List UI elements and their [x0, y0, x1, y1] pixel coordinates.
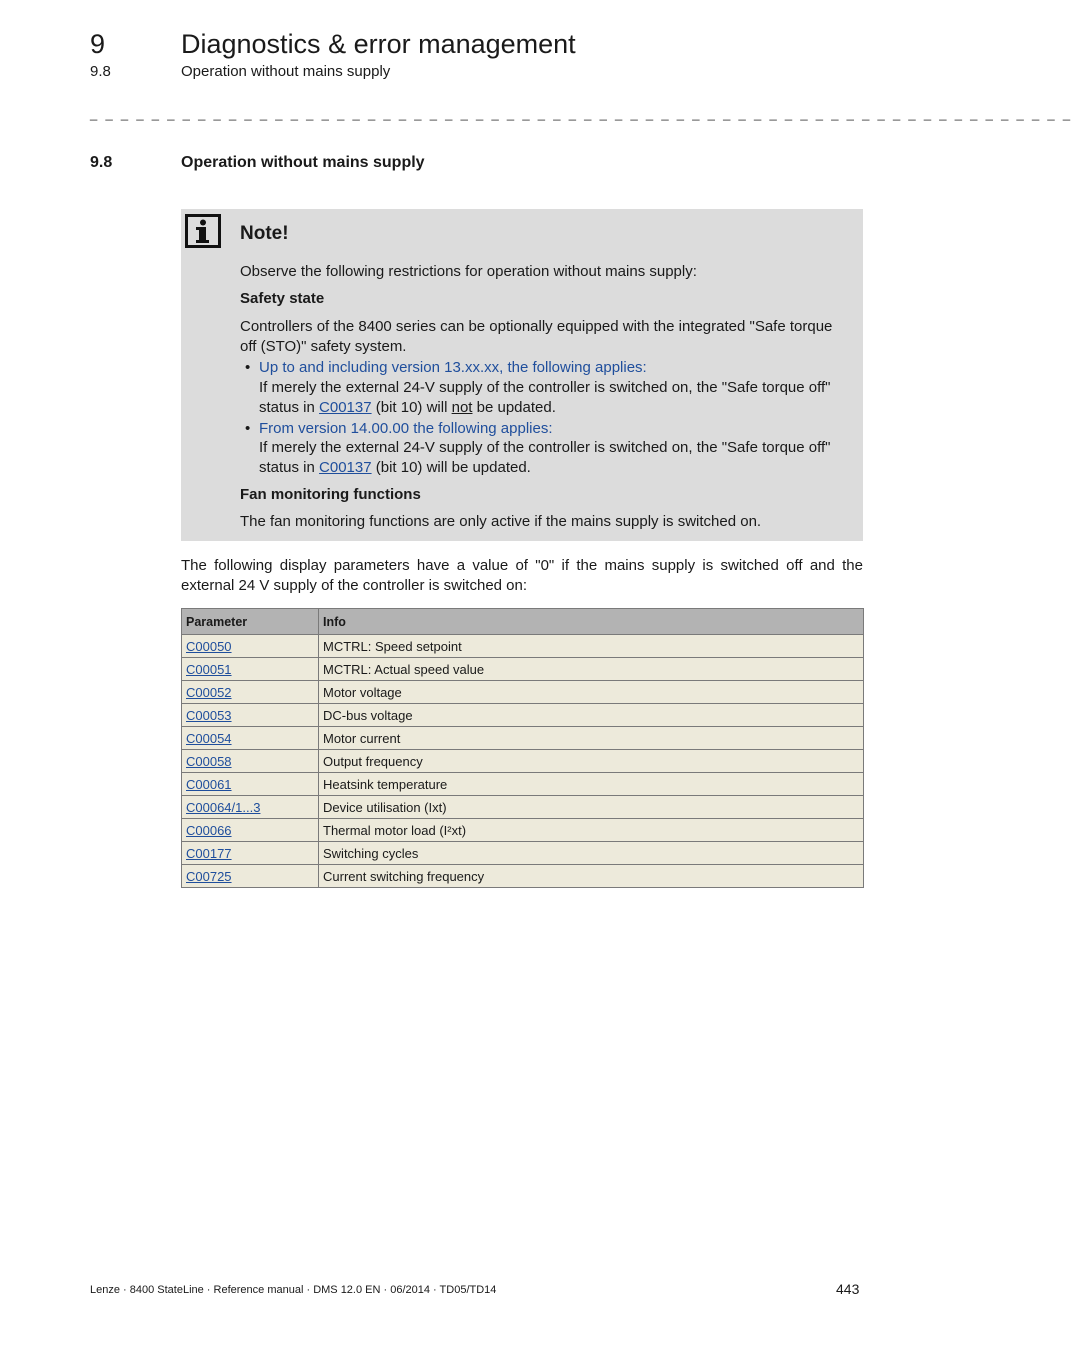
bullet1-text: If merely the external 24-V supply of the controller is switched on, the "Safe torque off" status in C00137 (bit 10) will not be updated. [259, 379, 831, 416]
header-section-title: Operation without mains supply [181, 63, 391, 80]
fan-heading: Fan monitoring functions [240, 486, 421, 503]
intro-paragraph: The following display parameters have a value of "0" if the mains supply is switched off and the external 24 V supply of the controller is switched on: [181, 557, 863, 594]
footer-text: Lenze · 8400 StateLine · Reference manual · DMS 12.0 EN · 06/2014 · TD05/TD14 [90, 1284, 497, 1296]
parameter-info: Thermal motor load (I²xt) [319, 819, 864, 842]
parameter-info: DC-bus voltage [319, 704, 864, 727]
bullet1-title: Up to and including version 13.xx.xx, the following applies: [259, 359, 647, 376]
parameter-link[interactable]: C00061 [186, 776, 232, 792]
chapter-number: 9 [90, 29, 106, 59]
parameter-link[interactable]: C00725 [186, 868, 232, 884]
header-parameter: Parameter [182, 609, 319, 635]
bullet2-text: If merely the external 24-V supply of the controller is switched on, the "Safe torque off" status in C00137 (bit 10) will be updated. [259, 439, 831, 476]
parameter-link[interactable]: C00052 [186, 684, 232, 700]
table-row [182, 727, 864, 750]
section-title: Operation without mains supply [181, 154, 425, 171]
parameter-info: Motor current [319, 727, 864, 750]
header-section-number: 9.8 [90, 63, 111, 80]
section-number: 9.8 [90, 154, 113, 171]
emphasis-not: not [451, 398, 473, 416]
parameter-info: Current switching frequency [319, 865, 864, 888]
parameter-link[interactable]: C00054 [186, 730, 232, 746]
info-icon [185, 214, 221, 248]
header-separator: _ _ _ _ _ _ _ _ _ _ _ _ _ _ _ _ _ _ _ _ _ _ _ _ _ _ _ _ _ _ _ _ _ _ _ _ _ _ _ _ _ _ _ _ _ _ _ _ _ _ _ _ _ _ _ _ _ _ _ _ _ _ _ _ [90, 106, 1072, 121]
chapter-title: Diagnostics & error management [181, 29, 576, 59]
fan-text: The fan monitoring functions are only active if the mains supply is switched on. [240, 513, 762, 530]
parameter-info: MCTRL: Actual speed value [319, 658, 864, 681]
table-row [182, 842, 864, 865]
parameter-info: Switching cycles [319, 842, 864, 865]
parameter-link[interactable]: C00050 [186, 638, 232, 654]
parameter-info: Heatsink temperature [319, 773, 864, 796]
safety-text: Controllers of the 8400 series can be optionally equipped with the integrated "Safe torque off (STO)" safety system. [240, 318, 833, 355]
parameter-link[interactable]: C00177 [186, 845, 232, 861]
table-row [182, 796, 864, 819]
table-row [182, 681, 864, 704]
parameter-link[interactable]: C00066 [186, 822, 232, 838]
table-row [182, 704, 864, 727]
table-header-row [182, 609, 864, 635]
bullet2-title: From version 14.00.00 the following applies: [259, 420, 553, 437]
parameter-link[interactable]: C00058 [186, 753, 232, 769]
table-row [182, 658, 864, 681]
bullet-marker: • [245, 420, 251, 437]
page-number: 443 [836, 1281, 860, 1297]
parameter-table [181, 608, 864, 888]
safety-heading: Safety state [240, 290, 325, 307]
parameter-info: Motor voltage [319, 681, 864, 704]
note-heading: Note! [240, 223, 289, 244]
parameter-link[interactable]: C00064/1...3 [186, 799, 261, 815]
table-row [182, 635, 864, 658]
parameter-info: Output frequency [319, 750, 864, 773]
parameter-link[interactable]: C00053 [186, 707, 232, 723]
parameter-link[interactable]: C00051 [186, 661, 232, 677]
parameter-info: Device utilisation (Ixt) [319, 796, 864, 819]
note-intro: Observe the following restrictions for operation without mains supply: [240, 263, 697, 280]
table-row [182, 750, 864, 773]
table-row [182, 865, 864, 888]
table-row [182, 819, 864, 842]
header-info: Info [319, 609, 864, 635]
table-row [182, 773, 864, 796]
c00137-link[interactable]: C00137 [319, 398, 372, 416]
parameter-info: MCTRL: Speed setpoint [319, 635, 864, 658]
bullet-marker: • [245, 359, 251, 376]
c00137-link[interactable]: C00137 [319, 458, 372, 476]
